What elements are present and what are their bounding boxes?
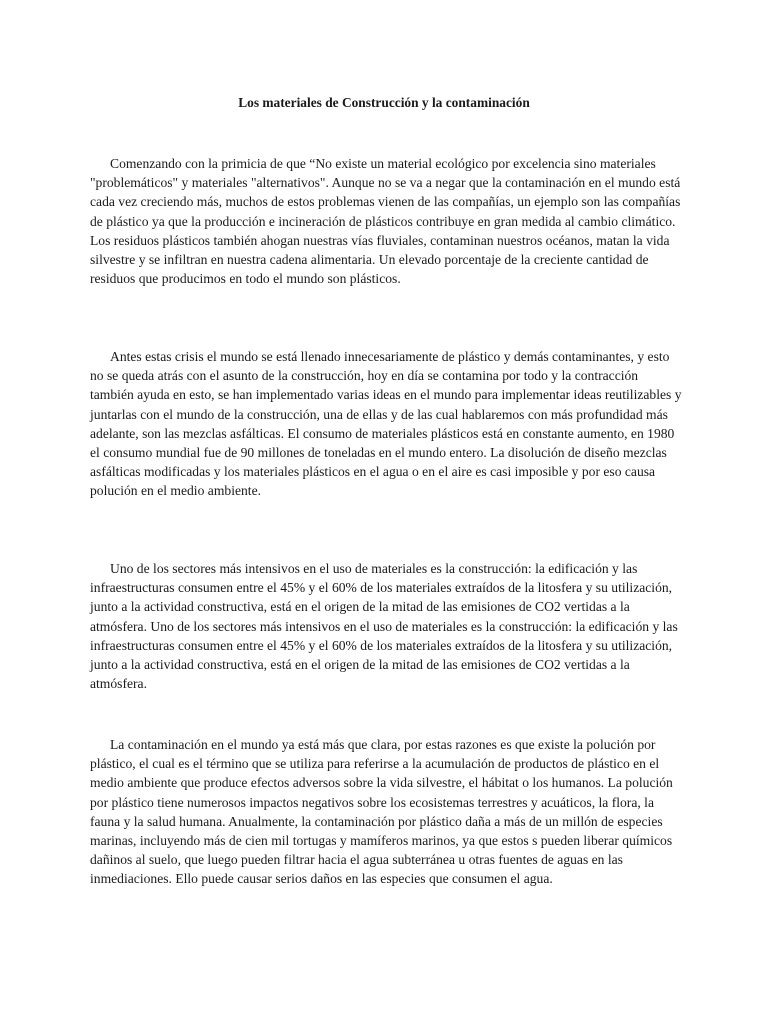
document-title: Los materiales de Construcción y la contaminación bbox=[238, 95, 530, 110]
paragraph-construction-sector: Uno de los sectores más intensivos en el uso de materiales es la construcción: la edificación y las infraestructuras consumen entre el 45% y el 60% de los materiales extraídos de la litosfera y su utilización, junto a la actividad constructiva, está en el origen de la mitad de las emisiones de CO2 vertidas a la atmósfera. Uno de los sectores más intensivos en el uso de materiales es la construcción: la edificación y las infraestructuras consumen entre el 45% y el 60% de los materiales extraídos de la litosfera y su utilización, junto a la actividad constructiva, está en el origen de la mitad de las emisiones de CO2 vertidas a la atmósfera. bbox=[90, 561, 678, 692]
paragraph-plastic-pollution: La contaminación en el mundo ya está más que clara, por estas razones es que existe la polución por plástico, el cual es el término que se utiliza para referirse a la acumulación de productos de plástico en el medio ambiente que produce efectos adversos sobre la vida silvestre, el hábitat o los humanos. La polución por plástico tiene numerosos impactos negativos sobre los ecosistemas terrestres y acuáticos, la flora, la fauna y la salud humana. Anualmente, la contaminación por plástico daña a más de un millón de especies marinas, incluyendo más de cien mil tortugas y mamíferos marinos, ya que estos s pueden liberar químicos dañinos al suelo, que luego pueden filtrar hacia el agua subterránea u otras fuentes de aguas en las inmediaciones. Ello puede causar serios daños en las especies que consumen el agua. bbox=[90, 737, 673, 887]
paragraph-intro: Comenzando con la primicia de que “No existe un material ecológico por excelencia sino materiales "problemáticos" y materiales "alternativos". Aunque no se va a negar que la contaminación en el mundo está cada vez creciendo más, muchos de estos problemas vienen de las compañías, un ejemplo son las compañías de plástico ya que la producción e incineración de plásticos contribuye en gran medida al cambio climático. Los residuos plásticos también ahogan nuestras vías fluviales, contaminan nuestros océanos, matan la vida silvestre y se infiltran en nuestra cadena alimentaria. Un elevado porcentaje de la creciente cantidad de residuos que producimos en todo el mundo son plásticos. bbox=[90, 156, 681, 287]
paragraph-crisis: Antes estas crisis el mundo se está llenado innecesariamente de plástico y demás contaminantes, y esto no se queda atrás con el asunto de la construcción, hoy en día se contamina por todo y la contracción también ayuda en esto, se han implementado varias ideas en el mundo para implementar ideas reutilizables y juntarlas con el mundo de la construcción, una de ellas y de las cual hablaremos con más profundidad más adelante, son las mezclas asfálticas. El consumo de materiales plásticos está en constante aumento, en 1980 el consumo mundial fue de 90 millones de toneladas en el mundo entero. La disolución de diseño mezclas asfálticas modificadas y los materiales plásticos en el agua o en el aire es casi imposible y por eso causa polución en el medio ambiente. bbox=[90, 349, 682, 499]
